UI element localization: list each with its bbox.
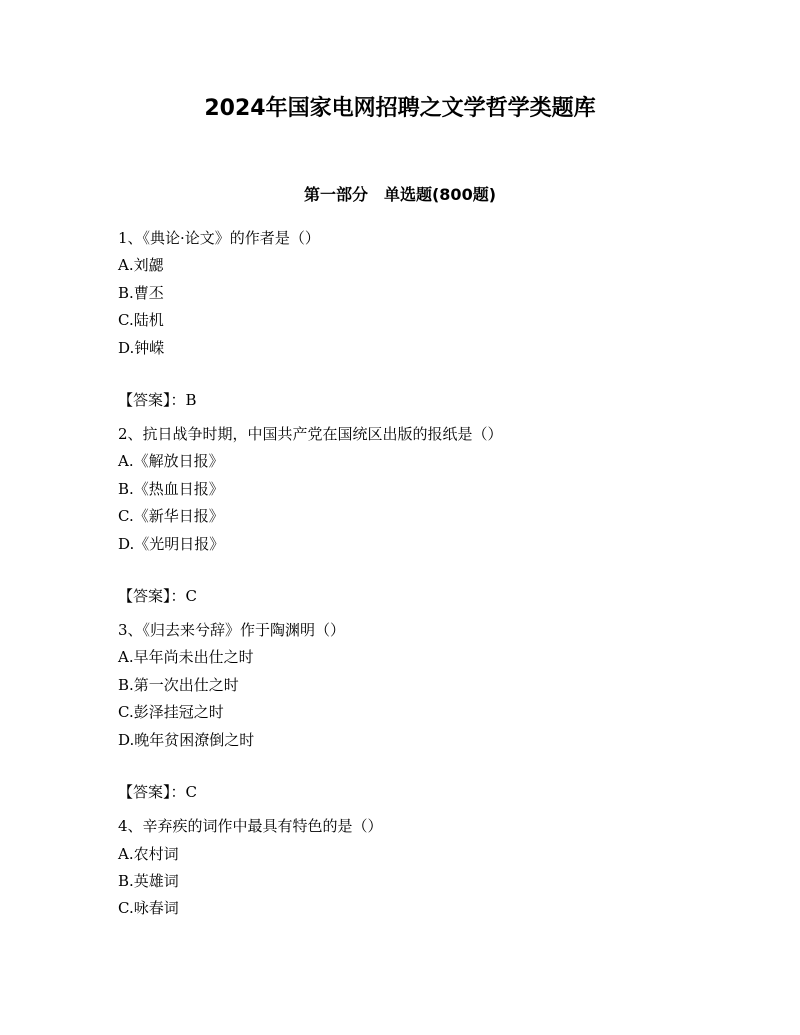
option-a: A.《解放日报》 — [118, 452, 224, 471]
question-1 — [118, 225, 718, 414]
question-2 — [118, 421, 718, 610]
document-title: 2024年国家电网招聘之文学哲学类题库 — [204, 96, 596, 121]
option-a: A.早年尚未出仕之时 — [118, 648, 254, 667]
option-c: C.彭泽挂冠之时 — [118, 703, 224, 722]
answer-label: 【答案】： — [118, 587, 186, 606]
option-b: B.曹丕 — [118, 283, 164, 302]
question-3 — [118, 617, 718, 806]
option-c: C.陆机 — [118, 311, 164, 330]
question-stem: 2、抗日战争时期，中国共产党在国统区出版的报纸是（） — [118, 425, 503, 444]
option-a: A.农村词 — [118, 844, 179, 863]
answer-line — [118, 387, 718, 414]
question-stem: 1、《典论·论文》的作者是（） — [118, 229, 320, 247]
option-a: A.刘勰 — [118, 256, 164, 275]
answer-label: 【答案】： — [118, 783, 186, 802]
option-d: D.晚年贫困潦倒之时 — [118, 730, 255, 749]
option-c: C.《新华日报》 — [118, 507, 224, 526]
answer-value: C — [185, 783, 197, 802]
question-4 — [118, 813, 718, 923]
section-title: 第一部分 单选题(800题) — [303, 185, 497, 204]
option-b: B.第一次出仕之时 — [118, 675, 239, 694]
option-c: C.咏春词 — [118, 899, 179, 918]
option-d: D.《光明日报》 — [118, 534, 225, 553]
question-stem: 3、《归去来兮辞》作于陶渊明（） — [118, 621, 346, 640]
answer-label: 【答案】： — [118, 391, 186, 410]
question-stem: 4、辛弃疾的词作中最具有特色的是（） — [118, 817, 383, 836]
option-d: D.钟嵘 — [118, 338, 165, 357]
option-b: B.《热血日报》 — [118, 479, 224, 498]
answer-value: C — [185, 587, 197, 606]
answer-value: B — [185, 391, 197, 410]
option-b: B.英雄词 — [118, 871, 179, 890]
question-list — [118, 225, 718, 923]
answer-line — [118, 779, 718, 806]
answer-line — [118, 583, 718, 610]
